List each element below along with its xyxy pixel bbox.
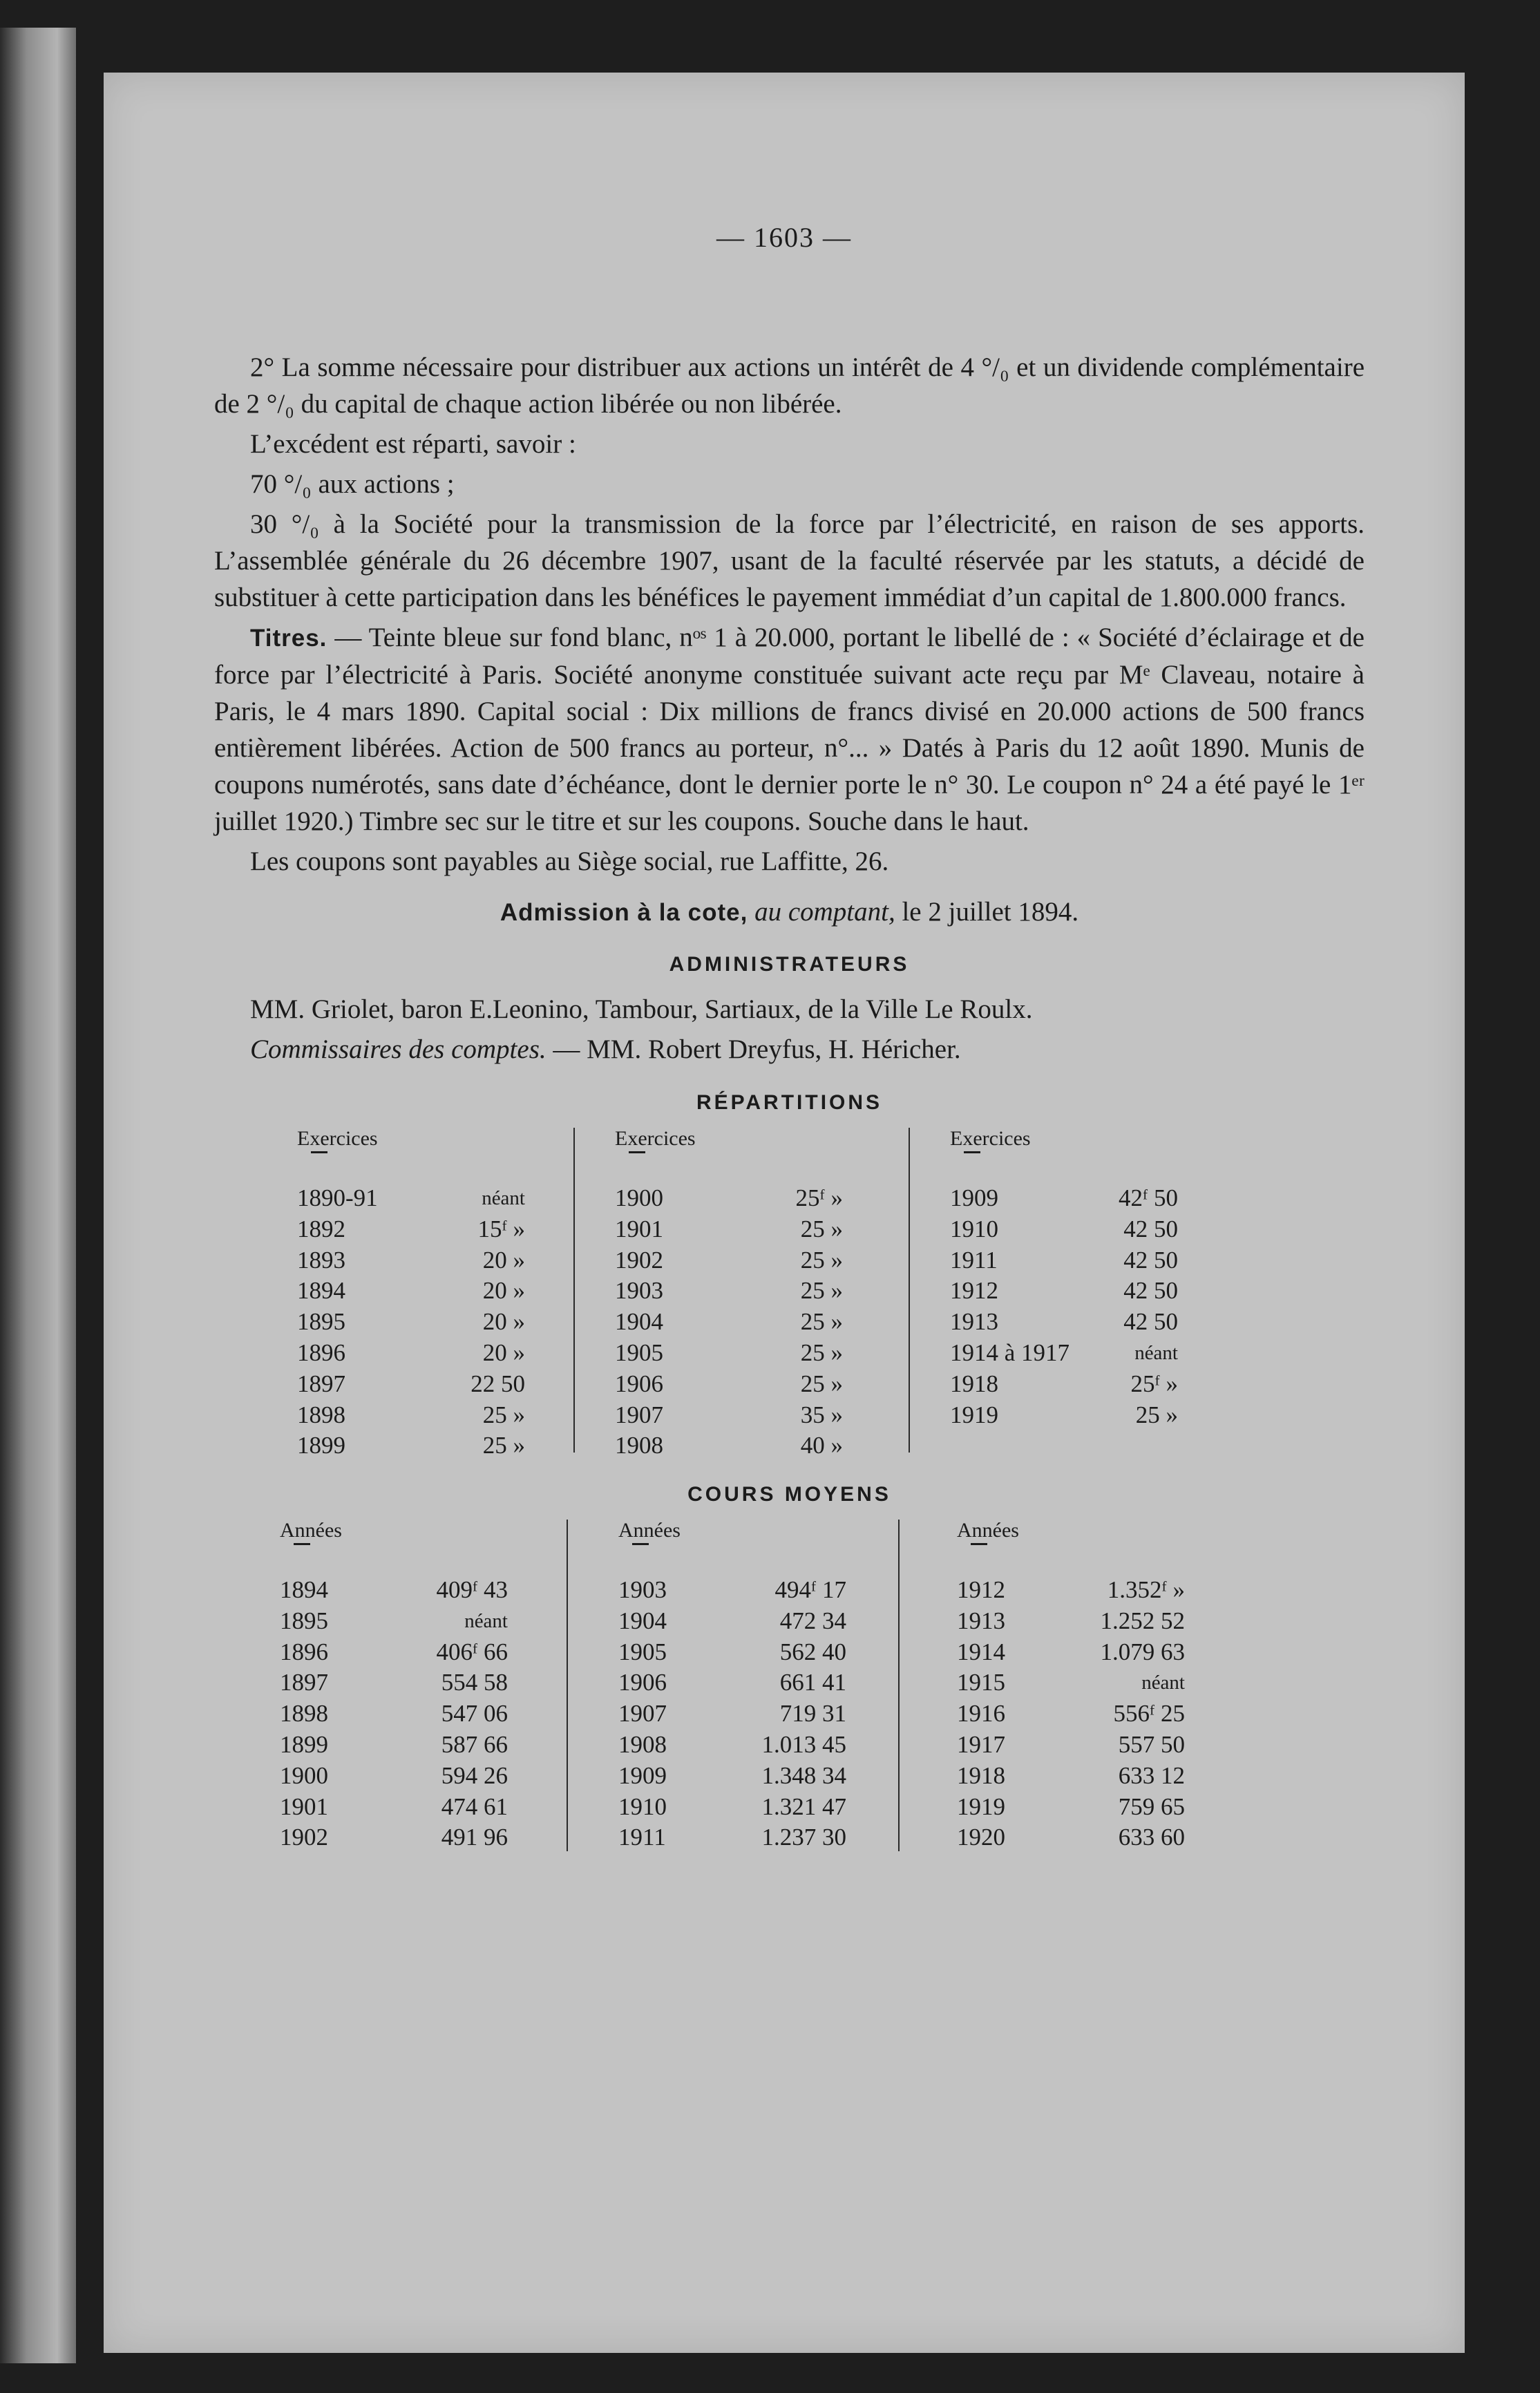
year-cell: 1914 à 1917: [950, 1339, 1070, 1366]
year-cell: 1896: [280, 1638, 328, 1665]
cours-moyens-row: [957, 1699, 1185, 1730]
header-dash: [971, 1543, 987, 1545]
paragraph: L’excédent est réparti, savoir :: [250, 429, 576, 459]
document-page: [104, 73, 1465, 2353]
year-cell: 1912: [950, 1277, 998, 1305]
cours-moyens-column: [618, 1520, 846, 1853]
repartitions-table: [297, 1128, 1333, 1466]
repartitions-row: [950, 1369, 1178, 1400]
repartitions-row: [297, 1400, 525, 1431]
column-header-label: Années: [957, 1519, 1019, 1542]
value-cell: 554 58: [441, 1669, 508, 1696]
year-cell: 1906: [615, 1370, 663, 1397]
value-cell: 409ᶠ 43: [436, 1576, 508, 1603]
year-cell: 1907: [615, 1401, 663, 1428]
year-cell: 1918: [950, 1370, 998, 1397]
repartitions-column-header: [950, 1128, 1178, 1183]
repartitions-row: [297, 1183, 525, 1214]
repartitions-row: [297, 1369, 525, 1400]
repartitions-row: [615, 1183, 843, 1214]
paragraph: 30 °/₀ à la Société pour la transmission de la force par l’électricité, en raison de ses apports. L’assemblée générale du 26 décembre 1907, usant de la faculté réservée par les statuts, a décidé de substituer à cette participation dans les bénéfices le payement immédiat d’un capital de 1.800.000 francs.: [214, 509, 1365, 612]
header-dash: [294, 1543, 310, 1545]
header-dash: [632, 1543, 649, 1545]
year-cell: 1904: [618, 1607, 667, 1634]
column-divider: [567, 1520, 568, 1851]
paragraph: 70 °/₀ aux actions ;: [250, 469, 455, 499]
repartitions-heading: RÉPARTITIONS: [696, 1091, 883, 1114]
value-cell: 25ᶠ »: [1130, 1370, 1178, 1397]
value-cell: 25 »: [800, 1246, 843, 1274]
year-cell: 1912: [957, 1576, 1005, 1603]
value-cell: 40 »: [800, 1432, 843, 1459]
column-header-label: Exercices: [950, 1127, 1031, 1150]
year-cell: 1897: [280, 1669, 328, 1696]
year-cell: 1915: [957, 1669, 1005, 1696]
value-cell: 25ᶠ »: [795, 1184, 843, 1211]
header-dash: [311, 1151, 327, 1153]
year-cell: 1898: [280, 1700, 328, 1728]
administrateurs-text: MM. Griolet, baron E.Leonino, Tambour, Sartiaux, de la Ville Le Roulx.: [250, 994, 1033, 1024]
cours-moyens-row: [280, 1606, 508, 1637]
column-divider: [909, 1128, 910, 1453]
year-cell: 1919: [950, 1401, 998, 1428]
value-cell: 1.252 52: [1100, 1607, 1185, 1634]
value-cell: 661 41: [779, 1669, 846, 1696]
repartitions-row: [297, 1307, 525, 1338]
value-cell: 1.079 63: [1100, 1638, 1185, 1665]
year-cell: 1908: [615, 1432, 663, 1459]
year-cell: 1903: [618, 1576, 667, 1603]
cours-moyens-column-header: [618, 1520, 846, 1575]
cours-moyens-row: [280, 1730, 508, 1761]
titres-label: Titres.: [250, 625, 327, 652]
repartitions-row: [615, 1369, 843, 1400]
value-cell: néant: [1134, 1341, 1178, 1364]
repartitions-column: [615, 1128, 843, 1462]
page-number: — 1603 —: [716, 222, 852, 253]
value-cell: 42ᶠ 50: [1118, 1184, 1178, 1211]
year-cell: 1895: [280, 1607, 328, 1634]
year-cell: 1905: [615, 1339, 663, 1366]
year-cell: 1909: [950, 1184, 998, 1211]
value-cell: 472 34: [779, 1607, 846, 1634]
value-cell: 42 50: [1123, 1277, 1178, 1305]
column-header-label: Exercices: [615, 1127, 696, 1150]
repartitions-row: [950, 1400, 1178, 1431]
titres-paragraph: [214, 619, 1365, 840]
value-cell: 1.352ᶠ »: [1107, 1576, 1185, 1603]
value-cell: 633 12: [1118, 1761, 1185, 1789]
header-dash: [964, 1151, 980, 1153]
cours-moyens-column: [280, 1520, 508, 1853]
administrateurs-heading: ADMINISTRATEURS: [669, 953, 910, 976]
repartitions-row: [615, 1276, 843, 1307]
cours-moyens-row: [618, 1730, 846, 1761]
value-cell: 1.237 30: [761, 1824, 846, 1851]
cours-moyens-row: [957, 1637, 1185, 1668]
year-cell: 1908: [618, 1730, 667, 1758]
value-cell: 547 06: [441, 1700, 508, 1728]
repartitions-column: [950, 1128, 1178, 1430]
repartitions-row: [297, 1245, 525, 1276]
admission-italic: au comptant,: [754, 897, 895, 927]
cours-moyens-row: [280, 1637, 508, 1668]
repartitions-column-header: [297, 1128, 525, 1183]
repartitions-row: [950, 1307, 1178, 1338]
year-cell: 1901: [280, 1793, 328, 1820]
cours-moyens-row: [957, 1575, 1185, 1606]
repartitions-row: [297, 1214, 525, 1245]
year-cell: 1910: [950, 1215, 998, 1242]
year-cell: 1911: [950, 1246, 998, 1274]
cours-moyens-heading: COURS MOYENS: [687, 1483, 891, 1506]
admission-label: Admission à la cote,: [500, 899, 748, 926]
year-cell: 1900: [615, 1184, 663, 1211]
value-cell: 25 »: [482, 1401, 525, 1428]
previous-page-edge: [0, 28, 76, 2363]
commissaires-line: [214, 1031, 1365, 1068]
repartitions-row: [950, 1183, 1178, 1214]
commissaires-text: — MM. Robert Dreyfus, H. Héricher.: [553, 1034, 961, 1064]
value-cell: 474 61: [441, 1793, 508, 1820]
repartitions-row: [950, 1276, 1178, 1307]
value-cell: 20 »: [482, 1339, 525, 1366]
value-cell: 25 »: [800, 1339, 843, 1366]
year-cell: 1907: [618, 1700, 667, 1728]
repartitions-row: [615, 1430, 843, 1462]
repartitions-column-header: [615, 1128, 843, 1183]
cours-moyens-row: [618, 1637, 846, 1668]
admission-date: le 2 juillet 1894.: [902, 897, 1079, 927]
year-cell: 1896: [297, 1339, 345, 1366]
year-cell: 1900: [280, 1761, 328, 1789]
year-cell: 1906: [618, 1669, 667, 1696]
repartitions-row: [297, 1430, 525, 1462]
cours-moyens-column-header: [957, 1520, 1185, 1575]
year-cell: 1899: [297, 1432, 345, 1459]
year-cell: 1898: [297, 1401, 345, 1428]
year-cell: 1909: [618, 1761, 667, 1789]
repartitions-row: [615, 1307, 843, 1338]
cours-moyens-row: [280, 1575, 508, 1606]
cours-moyens-row: [957, 1606, 1185, 1637]
cours-moyens-row: [618, 1822, 846, 1853]
header-dash: [629, 1151, 645, 1153]
column-divider: [573, 1128, 575, 1453]
column-divider: [898, 1520, 900, 1851]
cours-moyens-row: [618, 1575, 846, 1606]
year-cell: 1918: [957, 1761, 1005, 1789]
page-body: [214, 349, 1365, 1865]
titres-text: — Teinte bleue sur fond blanc, nᵒˢ 1 à 20.000, portant le libellé de : « Société d’éclairage et de force par l’électricité à Paris. Société anonyme constituée suivant acte reçu par Mᵉ Claveau, notaire à Paris, le 4 mars 1890. Capital social : Dix millions de francs divisé en 20.000 actions de 500 francs entièrement libérées. Action de 500 francs au porteur, n°... » Datés à Paris du 12 août 1890. Munis de coupons numérotés, sans date d’échéance, dont le dernier porte le n° 30. Le coupon n° 24 a été payé le 1ᵉʳ juillet 1920.) Timbre sec sur le titre et sur les coupons. Souche dans le haut.: [214, 623, 1365, 836]
repartitions-row: [297, 1338, 525, 1369]
cours-moyens-row: [957, 1730, 1185, 1761]
value-cell: 22 50: [470, 1370, 525, 1397]
year-cell: 1919: [957, 1793, 1005, 1820]
year-cell: 1902: [615, 1246, 663, 1274]
value-cell: 25 »: [800, 1215, 843, 1242]
value-cell: néant: [482, 1187, 525, 1209]
year-cell: 1917: [957, 1730, 1005, 1758]
cours-moyens-row: [618, 1667, 846, 1699]
paragraph: 2° La somme nécessaire pour distribuer aux actions un intérêt de 4 °/₀ et un dividende complémentaire de 2 °/₀ du capital de chaque action libérée ou non libérée.: [214, 352, 1365, 419]
repartitions-row: [297, 1276, 525, 1307]
year-cell: 1892: [297, 1215, 345, 1242]
value-cell: 557 50: [1118, 1730, 1185, 1758]
cours-moyens-row: [618, 1792, 846, 1823]
value-cell: 1.348 34: [761, 1761, 846, 1789]
cours-moyens-row: [280, 1667, 508, 1699]
value-cell: 25 »: [1135, 1401, 1178, 1428]
repartitions-column: [297, 1128, 525, 1462]
repartitions-row: [615, 1214, 843, 1245]
year-cell: 1911: [618, 1824, 666, 1851]
admission-line: [214, 893, 1365, 931]
year-cell: 1920: [957, 1824, 1005, 1851]
repartitions-row: [615, 1400, 843, 1431]
cours-moyens-table: [280, 1520, 1316, 1865]
value-cell: 719 31: [779, 1700, 846, 1728]
value-cell: 633 60: [1118, 1824, 1185, 1851]
value-cell: 25 »: [800, 1370, 843, 1397]
year-cell: 1897: [297, 1370, 345, 1397]
year-cell: 1905: [618, 1638, 667, 1665]
cours-moyens-row: [957, 1761, 1185, 1792]
year-cell: 1895: [297, 1308, 345, 1336]
value-cell: 562 40: [779, 1638, 846, 1665]
year-cell: 1903: [615, 1277, 663, 1305]
cours-moyens-row: [957, 1792, 1185, 1823]
value-cell: 20 »: [482, 1308, 525, 1336]
year-cell: 1899: [280, 1730, 328, 1758]
year-cell: 1893: [297, 1246, 345, 1274]
value-cell: 15ᶠ »: [477, 1215, 525, 1242]
cours-moyens-row: [618, 1761, 846, 1792]
repartitions-row: [950, 1338, 1178, 1369]
year-cell: 1914: [957, 1638, 1005, 1665]
value-cell: 35 »: [800, 1401, 843, 1428]
value-cell: 20 »: [482, 1277, 525, 1305]
value-cell: 1.321 47: [761, 1793, 846, 1820]
coupons-paragraph: Les coupons sont payables au Siège social, rue Laffitte, 26.: [250, 846, 889, 876]
repartitions-row: [615, 1338, 843, 1369]
value-cell: 406ᶠ 66: [436, 1638, 508, 1665]
cours-moyens-row: [280, 1761, 508, 1792]
value-cell: 25 »: [800, 1277, 843, 1305]
value-cell: 1.013 45: [761, 1730, 846, 1758]
cours-moyens-row: [280, 1699, 508, 1730]
year-cell: 1890-91: [297, 1184, 378, 1211]
value-cell: 491 96: [441, 1824, 508, 1851]
value-cell: 587 66: [441, 1730, 508, 1758]
value-cell: 20 »: [482, 1246, 525, 1274]
value-cell: 25 »: [482, 1432, 525, 1459]
value-cell: 594 26: [441, 1761, 508, 1789]
year-cell: 1904: [615, 1308, 663, 1336]
cours-moyens-row: [618, 1699, 846, 1730]
repartitions-row: [615, 1245, 843, 1276]
year-cell: 1894: [297, 1277, 345, 1305]
cours-moyens-row: [957, 1667, 1185, 1699]
year-cell: 1916: [957, 1700, 1005, 1728]
cours-moyens-row: [618, 1606, 846, 1637]
cours-moyens-column: [957, 1520, 1185, 1853]
year-cell: 1910: [618, 1793, 667, 1820]
year-cell: 1894: [280, 1576, 328, 1603]
value-cell: 494ᶠ 17: [774, 1576, 846, 1603]
value-cell: néant: [464, 1609, 508, 1632]
value-cell: néant: [1141, 1672, 1185, 1694]
value-cell: 25 »: [800, 1308, 843, 1336]
cours-moyens-column-header: [280, 1520, 508, 1575]
column-header-label: Années: [618, 1519, 681, 1542]
value-cell: 42 50: [1123, 1308, 1178, 1336]
value-cell: 42 50: [1123, 1215, 1178, 1242]
cours-moyens-row: [957, 1822, 1185, 1853]
value-cell: 42 50: [1123, 1246, 1178, 1274]
year-cell: 1901: [615, 1215, 663, 1242]
repartitions-row: [950, 1245, 1178, 1276]
repartitions-row: [950, 1214, 1178, 1245]
year-cell: 1913: [950, 1308, 998, 1336]
year-cell: 1913: [957, 1607, 1005, 1634]
cours-moyens-row: [280, 1792, 508, 1823]
value-cell: 759 65: [1118, 1793, 1185, 1820]
column-header-label: Années: [280, 1519, 342, 1542]
cours-moyens-row: [280, 1822, 508, 1853]
year-cell: 1902: [280, 1824, 328, 1851]
commissaires-label: Commissaires des comptes.: [250, 1034, 546, 1064]
column-header-label: Exercices: [297, 1127, 378, 1150]
value-cell: 556ᶠ 25: [1113, 1700, 1185, 1728]
